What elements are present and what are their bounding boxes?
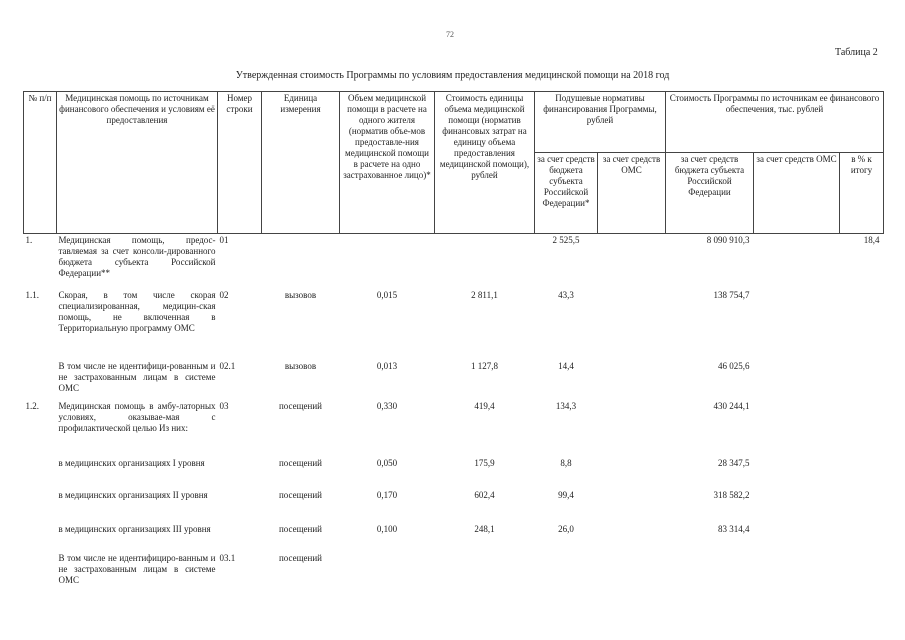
cell-norm-budget: 26,0 [558,523,574,534]
cell-line-number: 01 [219,235,229,245]
table-row [24,553,884,587]
table-header [24,92,884,234]
cell-total-budget: 46 025,6 [718,360,750,371]
cell-volume: 0,170 [376,489,398,500]
cell-norm-oms [598,490,666,524]
table-row [24,401,884,458]
cell-line-number: 03 [219,400,229,411]
cell-description: Медицинская помощь, предос-тавляемая за счет консоли-дированного бюджета субъекта Российской Федерации** [58,235,216,278]
cell-num: 1.2. [25,400,39,411]
cell-unit: посещений [278,489,322,500]
header-total-oms: за счет средств ОМС [754,153,840,234]
cell-description: В том числе не идентифици-рованным и не застрахованным лицам в системе ОМС [58,360,216,393]
cell-unit [262,234,340,290]
cell-total-oms [754,401,840,458]
cell-norm-budget: 2 525,5 [552,235,580,245]
table-body [24,234,884,587]
cell-total-percent [840,401,884,458]
cell-unit-cost: 419,4 [474,400,495,411]
cell-total-percent [840,524,884,553]
program-cost-table [23,91,884,587]
cell-volume: 0,330 [376,400,398,411]
cell-total-percent [840,290,884,361]
cell-unit-cost: 2 811,1 [471,289,498,300]
cell-norm-oms [598,553,666,587]
page-number: 72 [446,30,454,39]
header-line-number: Номер строки [218,92,262,234]
cell-total-budget: 28 347,5 [718,457,750,468]
header-volume: Объем медицинской помощи в расчете на одного жителя (норматив объе-мов предоставле-ния медицинской помощи в расчете на одно застрахованное лицо)* [340,92,435,234]
cell-unit: посещений [278,552,322,563]
cell-unit-cost: 602,4 [474,489,495,500]
cell-line-number [218,458,262,490]
cell-norm-budget: 43,3 [558,289,574,300]
cell-num [24,458,57,490]
cell-volume [340,553,435,587]
cell-line-number [218,524,262,553]
cell-volume [340,234,435,290]
cell-num [24,490,57,524]
cell-total-percent [840,490,884,524]
header-total-percent: в % к итогу [840,153,884,234]
cell-unit: вызовов [284,289,317,300]
cell-total-oms [754,290,840,361]
cell-norm-budget: 99,4 [558,489,574,500]
cell-total-percent: 18,4 [863,235,880,245]
cell-norm-oms [598,290,666,361]
table-row [24,361,884,401]
cell-total-budget [666,553,754,587]
cell-unit-cost: 175,9 [474,457,495,468]
cell-unit: вызовов [284,360,317,371]
header-unit-cost: Стоимость единицы объема медицинской помощи (норматив финансовых затрат на единицу объема предоставления медицинской помощи), рублей [435,92,535,234]
cell-norm-budget: 14,4 [558,360,574,371]
cell-norm-budget: 8,8 [560,457,572,468]
cell-total-oms [754,234,840,290]
cell-total-oms [754,458,840,490]
cell-line-number [218,490,262,524]
cell-description: Скорая, в том числе скорая специализированная, медицин-ская помощь, не включенная в Территориальную программу ОМС [58,289,216,333]
cell-total-budget: 8 090 910,3 [706,235,750,245]
cell-description: в медицинских организациях III уровня [58,523,211,534]
cell-total-budget: 430 244,1 [713,400,750,411]
cell-description: В том числе не идентифициро-ванным и не застрахованным лицам в системе ОМС [58,552,216,585]
cell-total-budget: 138 754,7 [713,289,750,300]
cell-norm-oms [598,524,666,553]
header-norm-budget: за счет средств бюджета субъекта Российской Федерации* [535,153,598,234]
cell-description: в медицинских организациях I уровня [58,457,205,468]
table-row [24,458,884,490]
cell-volume: 0,100 [376,523,398,534]
cell-num [24,524,57,553]
cell-volume: 0,013 [376,360,398,371]
cell-norm-oms [598,234,666,290]
cell-unit-cost: 248,1 [474,523,495,534]
cell-line-number: 02 [219,289,229,300]
cell-total-budget: 83 314,4 [718,523,750,534]
header-per-capita-norms: Подушевые нормативы финансирования Программы, рублей [535,92,666,153]
cell-total-oms [754,524,840,553]
cell-num [24,553,57,587]
cell-norm-budget: 134,3 [555,400,577,411]
table-row [24,524,884,553]
cell-description: Медицинская помощь в амбу-латорных условиях, оказывае-мая с профилактической целью Из них: [58,400,216,433]
cell-total-budget: 318 582,2 [713,489,750,500]
header-description: Медицинская помощь по источникам финансового обеспечения и условиям её предоставления [57,92,218,234]
cell-total-oms [754,490,840,524]
header-num: № п/п [24,92,57,234]
header-norm-oms: за счет средств ОМС [598,153,666,234]
cell-volume: 0,015 [376,289,398,300]
cell-norm-oms [598,458,666,490]
header-total-budget: за счет средств бюджета субъекта Российской Федерации [666,153,754,234]
cell-total-percent [840,458,884,490]
cell-unit: посещений [278,457,322,468]
cell-total-oms [754,553,840,587]
cell-norm-oms [598,361,666,401]
cell-total-oms [754,361,840,401]
header-program-cost: Стоимость Программы по источникам ее финансового обеспечения, тыс. рублей [666,92,884,153]
cell-num: 1.1. [25,289,39,300]
table-row [24,490,884,524]
cell-total-percent [840,553,884,587]
cell-unit-cost: 1 127,8 [471,360,498,371]
cell-line-number: 03.1 [219,552,236,563]
cell-unit-cost [435,553,535,587]
cell-unit-cost [435,234,535,290]
table-label: Таблица 2 [835,47,878,58]
header-unit: Единица измерения [262,92,340,234]
cell-unit: посещений [278,400,322,411]
cell-unit: посещений [278,523,322,534]
cell-description: в медицинских организациях II уровня [58,489,208,500]
cell-line-number: 02.1 [219,360,236,371]
cell-num [24,361,57,401]
table-row [24,234,884,290]
cell-norm-oms [598,401,666,458]
cell-num: 1. [25,235,33,245]
table-title: Утвержденная стоимость Программы по условиям предоставления медицинской помощи на 2018 год [235,70,670,81]
table-row [24,290,884,361]
cell-total-percent [840,361,884,401]
cell-norm-budget [535,553,598,587]
cell-volume: 0,050 [376,457,398,468]
